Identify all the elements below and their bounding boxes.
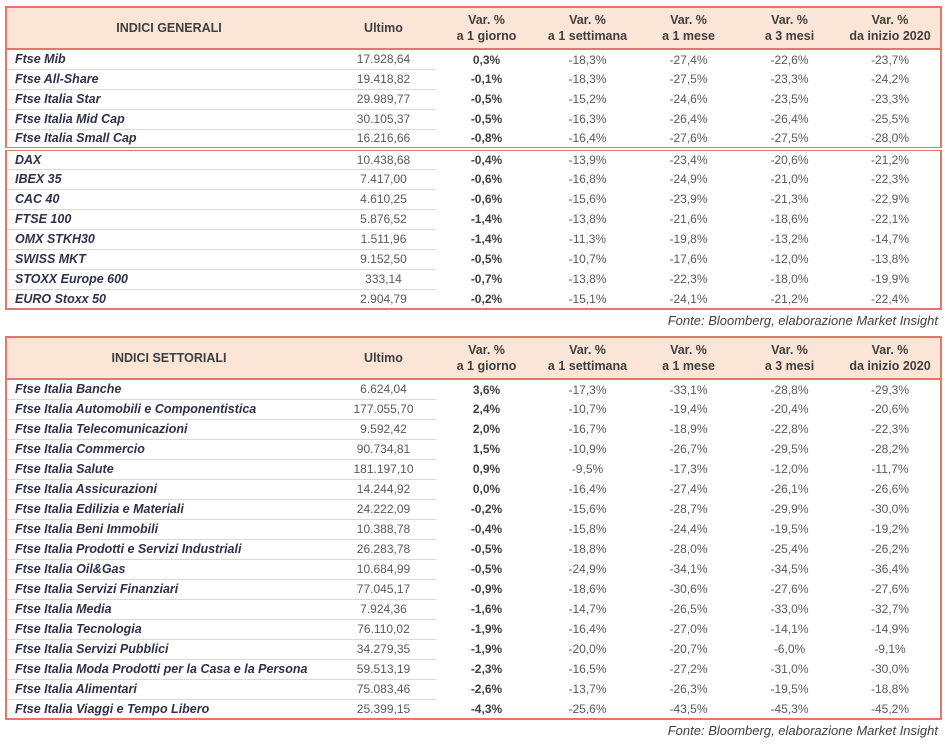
var-1-giorno-value: -0,7%: [470, 272, 503, 286]
var-1-mese-value: -27,5%: [669, 72, 708, 86]
var-header-line1: Var. %: [670, 343, 707, 357]
ultimo-value: 59.513,19: [331, 659, 436, 679]
index-name: Ftse Italia Alimentari: [6, 679, 331, 699]
var-1-mese-value: -28,7%: [669, 502, 708, 516]
var-3-mesi-value: -27,5%: [770, 131, 809, 145]
var-3-mesi-value: -22,6%: [770, 52, 809, 67]
index-name: OMX STKH30: [6, 229, 331, 249]
table-body-indici-generali: [6, 49, 941, 309]
var-1-giorno-value: 2,4%: [472, 402, 501, 416]
var-1-mese-value: -24,6%: [669, 92, 708, 106]
ultimo-value: 17.928,64: [331, 49, 436, 69]
table-row: [6, 249, 941, 269]
var-1-mese-value: -24,9%: [669, 172, 708, 186]
var-1-mese-value: -34,1%: [669, 562, 708, 576]
var-header-line2: a 3 mesi: [764, 29, 815, 43]
table-body-indici-settoriali: [6, 379, 941, 719]
table-row: [6, 499, 941, 519]
var-1-settimana-value: -15,8%: [568, 522, 607, 536]
index-name: CAC 40: [6, 189, 331, 209]
var-1-giorno-value: -1,4%: [470, 232, 503, 246]
var-1-giorno-value: -0,5%: [470, 92, 503, 106]
var-inizio-2020-value: -26,6%: [870, 482, 910, 496]
table-row: [6, 169, 941, 189]
var-3-mesi-value: -12,0%: [770, 462, 809, 476]
var-1-settimana-value: -24,9%: [568, 562, 607, 576]
ultimo-value: 77.045,17: [331, 579, 436, 599]
var-3-mesi-value: -21,2%: [770, 291, 809, 306]
var-inizio-2020-value: -22,4%: [870, 291, 910, 306]
var-3-mesi-value: -13,2%: [770, 232, 809, 246]
index-name: Ftse Italia Salute: [6, 459, 331, 479]
var-3-mesi-value: -20,4%: [770, 402, 809, 416]
var-1-settimana-value: -16,3%: [568, 112, 607, 126]
var-1-giorno-value: -0,5%: [470, 562, 503, 576]
var-1-mese-value: -24,1%: [669, 291, 708, 306]
var-1-mese-value: -21,6%: [669, 212, 708, 226]
var-inizio-2020-value: -23,3%: [870, 92, 910, 106]
var-inizio-2020-value: -9,1%: [874, 642, 906, 656]
column-header-var-1-giorno: [436, 7, 537, 49]
var-inizio-2020-value: -19,2%: [870, 522, 910, 536]
ultimo-value: 24.222,09: [331, 499, 436, 519]
table-row: [6, 399, 941, 419]
var-1-giorno-value: -0,5%: [470, 112, 503, 126]
index-name: Ftse Italia Beni Immobili: [6, 519, 331, 539]
var-1-settimana-value: -25,6%: [568, 701, 607, 716]
table-row: [6, 229, 941, 249]
table-block-indici-generali: [5, 6, 940, 336]
index-name: Ftse Italia Media: [6, 599, 331, 619]
ultimo-value: 181.197,10: [331, 459, 436, 479]
index-name: DAX: [6, 149, 331, 169]
var-1-mese-value: -27,4%: [669, 52, 708, 67]
var-3-mesi-value: -45,3%: [770, 701, 809, 716]
table-row: [6, 89, 941, 109]
index-name: FTSE 100: [6, 209, 331, 229]
var-1-mese-value: -26,3%: [669, 682, 708, 696]
ultimo-value: 2.904,79: [331, 289, 436, 309]
table-row: [6, 109, 941, 129]
column-header-var-1-mese: [638, 7, 739, 49]
var-1-mese-value: -20,7%: [669, 642, 708, 656]
table-row: [6, 659, 941, 679]
ultimo-value: 26.283,78: [331, 539, 436, 559]
var-1-settimana-value: -10,9%: [568, 442, 607, 456]
var-1-giorno-value: 1,5%: [472, 442, 501, 456]
ultimo-value: 177.055,70: [331, 399, 436, 419]
var-1-giorno-value: -4,3%: [470, 701, 503, 716]
var-1-settimana-value: -16,5%: [568, 662, 607, 676]
table-row: [6, 599, 941, 619]
table-title: INDICI SETTORIALI: [6, 337, 331, 379]
var-1-mese-value: -19,4%: [669, 402, 708, 416]
var-1-mese-value: -17,3%: [669, 462, 708, 476]
index-name: Ftse All-Share: [6, 69, 331, 89]
var-1-settimana-value: -18,3%: [568, 52, 607, 67]
table-row: [6, 189, 941, 209]
var-inizio-2020-value: -20,6%: [870, 402, 910, 416]
var-1-settimana-value: -15,2%: [568, 92, 607, 106]
var-1-settimana-value: -13,8%: [568, 212, 607, 226]
var-header-line2: da inizio 2020: [849, 359, 931, 373]
var-header-line1: Var. %: [569, 13, 606, 27]
var-3-mesi-value: -34,5%: [770, 562, 809, 576]
var-3-mesi-value: -26,1%: [770, 482, 809, 496]
index-name: Ftse Italia Automobili e Componentistica: [6, 399, 331, 419]
ultimo-value: 25.399,15: [331, 699, 436, 719]
table-row: [6, 289, 941, 309]
var-1-giorno-value: -0,4%: [436, 149, 537, 169]
column-header-var-inizio-2020: [840, 7, 941, 49]
table-block-indici-settoriali: [5, 336, 940, 746]
ultimo-value: 76.110,02: [331, 619, 436, 639]
var-1-settimana-value: -15,6%: [568, 502, 607, 516]
var-header-line1: Var. %: [771, 343, 808, 357]
ultimo-value: 6.624,04: [331, 379, 436, 399]
var-header-line2: a 3 mesi: [764, 359, 815, 373]
var-header-line2: da inizio 2020: [849, 29, 931, 43]
index-name: STOXX Europe 600: [6, 269, 331, 289]
index-name: Ftse Italia Tecnologia: [6, 619, 331, 639]
index-name: Ftse Italia Servizi Finanziari: [6, 579, 331, 599]
var-3-mesi-value: -26,4%: [770, 112, 809, 126]
index-name: Ftse Italia Commercio: [6, 439, 331, 459]
var-inizio-2020-value: -14,9%: [870, 622, 910, 636]
table-row: [6, 639, 941, 659]
var-1-giorno-value: -1,6%: [470, 602, 503, 616]
table-row: [6, 129, 941, 149]
var-1-mese-value: -30,6%: [669, 582, 708, 596]
index-name: Ftse Mib: [6, 49, 331, 69]
var-inizio-2020-value: -18,8%: [870, 682, 910, 696]
var-1-settimana-value: -9,5%: [571, 462, 604, 476]
index-name: Ftse Italia Prodotti e Servizi Industriali: [6, 539, 331, 559]
var-inizio-2020-value: -14,7%: [870, 232, 910, 246]
var-1-settimana-value: -13,7%: [568, 682, 607, 696]
ultimo-value: 30.105,37: [331, 109, 436, 129]
table-row: [6, 679, 941, 699]
var-1-giorno-value: -0,2%: [470, 291, 503, 306]
var-inizio-2020-value: -30,0%: [870, 662, 910, 676]
var-1-settimana-value: -13,9%: [537, 149, 638, 169]
table-row: [6, 459, 941, 479]
var-inizio-2020-value: -21,2%: [840, 149, 941, 169]
var-1-giorno-value: 3,6%: [472, 382, 501, 397]
header-row: [6, 7, 941, 49]
var-1-settimana-value: -16,7%: [568, 422, 607, 436]
var-1-settimana-value: -14,7%: [568, 602, 607, 616]
var-1-mese-value: -27,2%: [669, 662, 708, 676]
var-inizio-2020-value: -11,7%: [871, 462, 909, 476]
var-header-line1: Var. %: [670, 13, 707, 27]
index-name: IBEX 35: [6, 169, 331, 189]
var-1-giorno-value: -0,2%: [470, 502, 503, 516]
index-name: Ftse Italia Moda Prodotti per la Casa e la Persona: [6, 659, 331, 679]
var-1-giorno-value: -0,6%: [470, 172, 503, 186]
index-name: EURO Stoxx 50: [6, 289, 331, 309]
table-row: [6, 559, 941, 579]
var-1-settimana-value: -16,4%: [568, 482, 607, 496]
var-1-giorno-value: -0,8%: [470, 131, 503, 145]
var-1-mese-value: -23,4%: [638, 149, 739, 169]
var-3-mesi-value: -21,0%: [770, 172, 809, 186]
index-name: SWISS MKT: [6, 249, 331, 269]
var-header-line2: a 1 settimana: [547, 359, 628, 373]
column-header-var-inizio-2020: [840, 337, 941, 379]
var-inizio-2020-value: -24,2%: [870, 72, 910, 86]
var-inizio-2020-value: -27,6%: [870, 582, 910, 596]
var-3-mesi-value: -29,9%: [770, 502, 809, 516]
var-3-mesi-value: -14,1%: [770, 622, 809, 636]
ultimo-value: 5.876,52: [331, 209, 436, 229]
index-name: Ftse Italia Edilizia e Materiali: [6, 499, 331, 519]
var-1-mese-value: -26,5%: [669, 602, 708, 616]
column-header-ultimo: Ultimo: [331, 337, 436, 379]
ultimo-value: 19.418,82: [331, 69, 436, 89]
var-inizio-2020-value: -29,3%: [870, 382, 910, 397]
ultimo-value: 16.216,66: [331, 129, 436, 149]
ultimo-value: 333,14: [331, 269, 436, 289]
header-row: [6, 337, 941, 379]
var-inizio-2020-value: -28,2%: [870, 442, 910, 456]
var-1-giorno-value: -0,5%: [470, 252, 503, 266]
index-name: Ftse Italia Banche: [6, 379, 331, 399]
var-3-mesi-value: -31,0%: [770, 662, 809, 676]
table-indici-generali: [5, 6, 942, 310]
index-name: Ftse Italia Mid Cap: [6, 109, 331, 129]
var-header-line2: a 1 giorno: [456, 359, 517, 373]
var-3-mesi-value: -23,5%: [770, 92, 809, 106]
var-1-mese-value: -27,6%: [669, 131, 708, 145]
var-1-giorno-value: -0,6%: [470, 192, 503, 206]
ultimo-value: 14.244,92: [331, 479, 436, 499]
table-indici-settoriali: [5, 336, 942, 720]
var-1-settimana-value: -16,4%: [568, 622, 607, 636]
var-1-giorno-value: -2,3%: [470, 662, 503, 676]
var-1-mese-value: -18,9%: [669, 422, 708, 436]
var-1-settimana-value: -17,3%: [568, 382, 607, 397]
var-1-giorno-value: -1,4%: [470, 212, 503, 226]
ultimo-value: 75.083,46: [331, 679, 436, 699]
table-row: [6, 539, 941, 559]
index-name: Ftse Italia Telecomunicazioni: [6, 419, 331, 439]
column-header-ultimo: Ultimo: [331, 7, 436, 49]
var-inizio-2020-value: -45,2%: [870, 701, 910, 716]
var-1-giorno-value: -2,6%: [470, 682, 503, 696]
var-1-mese-value: -26,4%: [669, 112, 708, 126]
var-3-mesi-value: -27,6%: [770, 582, 809, 596]
var-1-settimana-value: -20,0%: [568, 642, 607, 656]
var-1-giorno-value: -1,9%: [470, 642, 503, 656]
table-row: [6, 699, 941, 719]
var-1-settimana-value: -10,7%: [568, 402, 607, 416]
table-row: [6, 419, 941, 439]
var-1-giorno-value: 0,3%: [472, 52, 501, 67]
var-1-settimana-value: -16,4%: [568, 131, 607, 145]
var-1-mese-value: -27,0%: [669, 622, 708, 636]
table-row: [6, 379, 941, 399]
var-1-giorno-value: -0,1%: [470, 72, 503, 86]
ultimo-value: 1.511,96: [331, 229, 436, 249]
var-3-mesi-value: -18,0%: [770, 272, 809, 286]
var-inizio-2020-value: -19,9%: [870, 272, 910, 286]
var-header-line1: Var. %: [569, 343, 606, 357]
ultimo-value: 9.152,50: [331, 249, 436, 269]
var-1-settimana-value: -10,7%: [568, 252, 607, 266]
var-3-mesi-value: -29,5%: [770, 442, 809, 456]
column-header-var-3-mesi: [739, 7, 840, 49]
var-1-mese-value: -26,7%: [669, 442, 708, 456]
var-1-mese-value: -33,1%: [669, 382, 708, 397]
ultimo-value: 10.684,99: [331, 559, 436, 579]
source-note: Fonte: Bloomberg, elaborazione Market Insight: [667, 723, 938, 738]
ultimo-value: 10.438,68: [331, 149, 436, 169]
var-inizio-2020-value: -22,3%: [870, 422, 910, 436]
var-inizio-2020-value: -22,3%: [870, 172, 910, 186]
ultimo-value: 29.989,77: [331, 89, 436, 109]
table-row: [6, 149, 941, 169]
var-1-settimana-value: -16,8%: [568, 172, 607, 186]
var-3-mesi-value: -21,3%: [770, 192, 809, 206]
index-name: Ftse Italia Small Cap: [6, 129, 331, 149]
var-1-settimana-value: -18,8%: [568, 542, 607, 556]
index-name: Ftse Italia Assicurazioni: [6, 479, 331, 499]
var-1-giorno-value: 0,0%: [472, 482, 501, 496]
var-1-giorno-value: 0,9%: [472, 462, 501, 476]
table-row: [6, 69, 941, 89]
var-3-mesi-value: -22,8%: [770, 422, 809, 436]
var-header-line2: a 1 giorno: [456, 29, 517, 43]
column-header-var-1-giorno: [436, 337, 537, 379]
ultimo-value: 7.924,36: [331, 599, 436, 619]
var-1-giorno-value: -0,5%: [470, 542, 503, 556]
var-1-mese-value: -24,4%: [669, 522, 708, 536]
var-1-settimana-value: -15,6%: [568, 192, 607, 206]
table-row: [6, 269, 941, 289]
table-row: [6, 579, 941, 599]
var-1-giorno-value: -0,4%: [470, 522, 503, 536]
var-inizio-2020-value: -36,4%: [870, 562, 910, 576]
var-inizio-2020-value: -28,0%: [870, 131, 910, 145]
var-header-line1: Var. %: [871, 343, 909, 357]
var-1-giorno-value: -1,9%: [470, 622, 503, 636]
ultimo-value: 7.417,00: [331, 169, 436, 189]
var-3-mesi-value: -28,8%: [770, 382, 809, 397]
table-row: [6, 479, 941, 499]
var-header-line1: Var. %: [771, 13, 808, 27]
var-1-mese-value: -43,5%: [669, 701, 708, 716]
var-inizio-2020-value: -26,2%: [870, 542, 910, 556]
index-name: Ftse Italia Star: [6, 89, 331, 109]
column-header-var-3-mesi: [739, 337, 840, 379]
column-header-var-1-settimana: [537, 7, 638, 49]
var-3-mesi-value: -19,5%: [770, 522, 809, 536]
var-1-giorno-value: -0,9%: [470, 582, 503, 596]
ultimo-value: 9.592,42: [331, 419, 436, 439]
var-inizio-2020-value: -22,1%: [870, 212, 910, 226]
table-row: [6, 49, 941, 69]
ultimo-value: 34.279,35: [331, 639, 436, 659]
var-inizio-2020-value: -32,7%: [870, 602, 910, 616]
var-1-mese-value: -28,0%: [669, 542, 708, 556]
var-3-mesi-value: -18,6%: [770, 212, 809, 226]
var-header-line2: a 1 mese: [662, 359, 715, 373]
var-3-mesi-value: -19,5%: [770, 682, 809, 696]
table-row: [6, 439, 941, 459]
source-note: Fonte: Bloomberg, elaborazione Market Insight: [667, 313, 938, 328]
ultimo-value: 90.734,81: [331, 439, 436, 459]
table-row: [6, 519, 941, 539]
table-title: INDICI GENERALI: [6, 7, 331, 49]
var-1-mese-value: -19,8%: [669, 232, 708, 246]
var-3-mesi-value: -6,0%: [773, 642, 806, 656]
index-name: Ftse Italia Servizi Pubblici: [6, 639, 331, 659]
var-3-mesi-value: -20,6%: [739, 149, 840, 169]
ultimo-value: 10.388,78: [331, 519, 436, 539]
var-header-line2: a 1 settimana: [547, 29, 628, 43]
var-inizio-2020-value: -13,8%: [870, 252, 910, 266]
var-1-settimana-value: -11,3%: [568, 232, 607, 246]
table-row: [6, 619, 941, 639]
var-1-mese-value: -22,3%: [669, 272, 708, 286]
var-1-settimana-value: -18,6%: [568, 582, 607, 596]
var-3-mesi-value: -33,0%: [770, 602, 809, 616]
index-name: Ftse Italia Viaggi e Tempo Libero: [6, 699, 331, 719]
var-3-mesi-value: -23,3%: [770, 72, 809, 86]
var-3-mesi-value: -25,4%: [770, 542, 809, 556]
column-header-var-1-settimana: [537, 337, 638, 379]
var-1-mese-value: -27,4%: [669, 482, 708, 496]
var-inizio-2020-value: -25,5%: [870, 112, 910, 126]
ultimo-value: 4.610,25: [331, 189, 436, 209]
var-1-settimana-value: -13,8%: [568, 272, 607, 286]
var-header-line1: Var. %: [468, 13, 505, 27]
var-1-settimana-value: -15,1%: [568, 291, 607, 306]
var-inizio-2020-value: -23,7%: [870, 52, 910, 67]
var-1-mese-value: -17,6%: [669, 252, 708, 266]
var-1-giorno-value: 2,0%: [472, 422, 501, 436]
var-1-settimana-value: -18,3%: [568, 72, 607, 86]
var-header-line1: Var. %: [871, 13, 909, 27]
var-3-mesi-value: -12,0%: [770, 252, 809, 266]
index-name: Ftse Italia Oil&Gas: [6, 559, 331, 579]
table-row: [6, 209, 941, 229]
column-header-var-1-mese: [638, 337, 739, 379]
var-inizio-2020-value: -30,0%: [870, 502, 910, 516]
var-header-line1: Var. %: [468, 343, 505, 357]
var-1-mese-value: -23,9%: [669, 192, 708, 206]
var-inizio-2020-value: -22,9%: [870, 192, 910, 206]
var-header-line2: a 1 mese: [662, 29, 715, 43]
